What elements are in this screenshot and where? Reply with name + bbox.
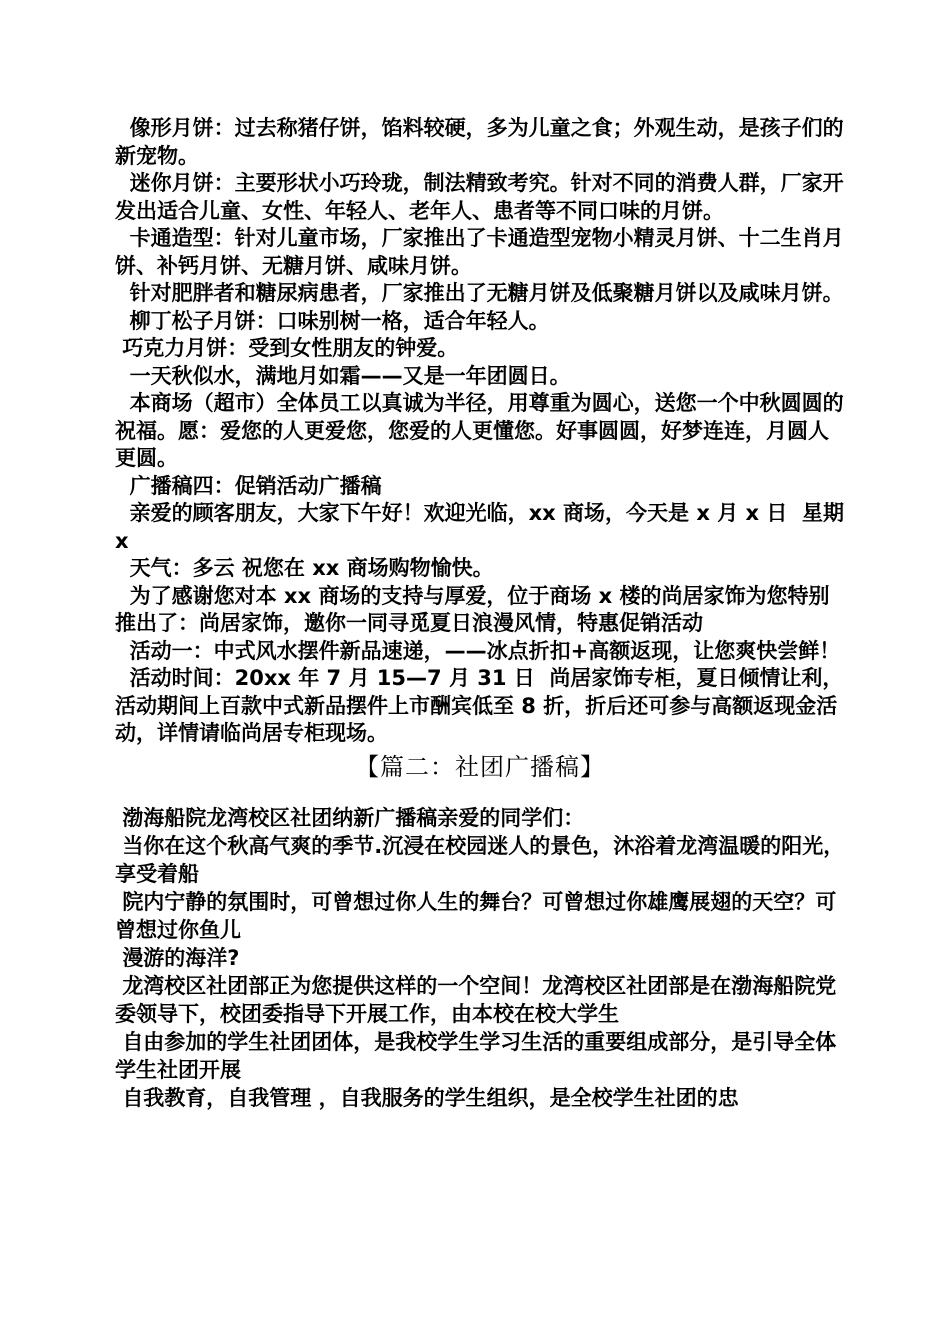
paragraph: 巧克力月饼：受到女性朋友的钟爱。 — [115, 336, 459, 360]
paragraph: 柳丁松子月饼：口味别树一格，适合年轻人。 — [115, 308, 550, 333]
paragraph: 活动一：中式风水摆件新品速递，——冰点折扣+高额返现，让您爽快尝鲜！ — [115, 638, 841, 663]
paragraph: 本商场（超市）全体员工以真诚为半径，用尊重为圆心，送您一个中秋圆圆的祝福。愿：爱您的人更爱您，您爱的人更懂您。好事圆圆，好梦连连，月圆人更圆。 — [115, 391, 844, 470]
paragraph: 活动时间：20xx 年 7 月 15—7 月 31 日 尚居家饰专柜，夏日倾情让利，活动期间上百款中式新品摆件上市酬宾低至 8 折，折后还可参与高额返现金活动，详情请临尚居专柜现场。 — [115, 666, 844, 745]
paragraph: 卡通造型：针对儿童市场，厂家推出了卡通造型宠物小精灵月饼、十二生肖月饼、补钙月饼、无糖月饼、咸味月饼。 — [115, 226, 844, 278]
paragraph: 漫游的海洋? — [115, 945, 240, 970]
paragraph: 渤海船院龙湾校区社团纳新广播稿亲爱的同学们： — [115, 805, 585, 830]
paragraph: 院内宁静的氛围时，可曾想过你人生的舞台？可曾想过你雄鹰展翅的天空？可曾想过你鱼儿 — [115, 889, 837, 942]
paragraph: 当你在这个秋高气爽的季节.沉浸在校园迷人的景色，沐浴着龙湾温暖的阳光，享受着船 — [115, 833, 845, 886]
paragraph: 像形月饼：过去称猪仔饼，馅料较硬，多为儿童之食；外观生动，是孩子们的新宠物。 — [115, 116, 844, 168]
document-content — [115, 115, 852, 1112]
paragraph: 龙湾校区社团部正为您提供这样的一个空间！龙湾校区社团部是在渤海船院党委领导下，校团委指导下开展工作，由本校在校大学生 — [115, 973, 837, 1026]
paragraph: 迷你月饼：主要形状小巧玲珑，制法精致考究。针对不同的消费人群，厂家开发出适合儿童、女性、年轻人、老年人、患者等不同口味的月饼。 — [115, 171, 844, 223]
section-heading: 【篇二：社团广播稿】 — [355, 752, 605, 781]
section-club-broadcast — [115, 804, 845, 1112]
paragraph: 亲爱的顾客朋友，大家下午好！欢迎光临，xx 商场，今天是 x 月 x 日 星期 x — [115, 501, 852, 553]
paragraph: 为了感谢您对本 xx 商场的支持与厚爱，位于商场 x 楼的尚居家饰为您特别推出了：尚居家饰，邀你一同寻觅夏日浪漫风情，特惠促销活动 — [115, 583, 830, 635]
paragraph: 自我教育，自我管理 ，自我服务的学生组织，是全校学生社团的忠 — [115, 1085, 739, 1110]
paragraph: 广播稿四：促销活动广播稿 — [115, 473, 382, 498]
paragraph: 一天秋似水，满地月如霜——又是一年团圆日。 — [115, 363, 571, 388]
paragraph: 针对肥胖者和糖尿病患者，厂家推出了无糖月饼及低聚糖月饼以及咸味月饼。 — [115, 281, 844, 305]
paragraph: 自由参加的学生社团团体，是我校学生学习生活的重要组成部分，是引导全体学生社团开展 — [115, 1029, 837, 1082]
paragraph: 天气：多云 祝您在 xx 商场购物愉快。 — [115, 556, 494, 580]
section-mooncake-broadcast — [115, 115, 852, 748]
